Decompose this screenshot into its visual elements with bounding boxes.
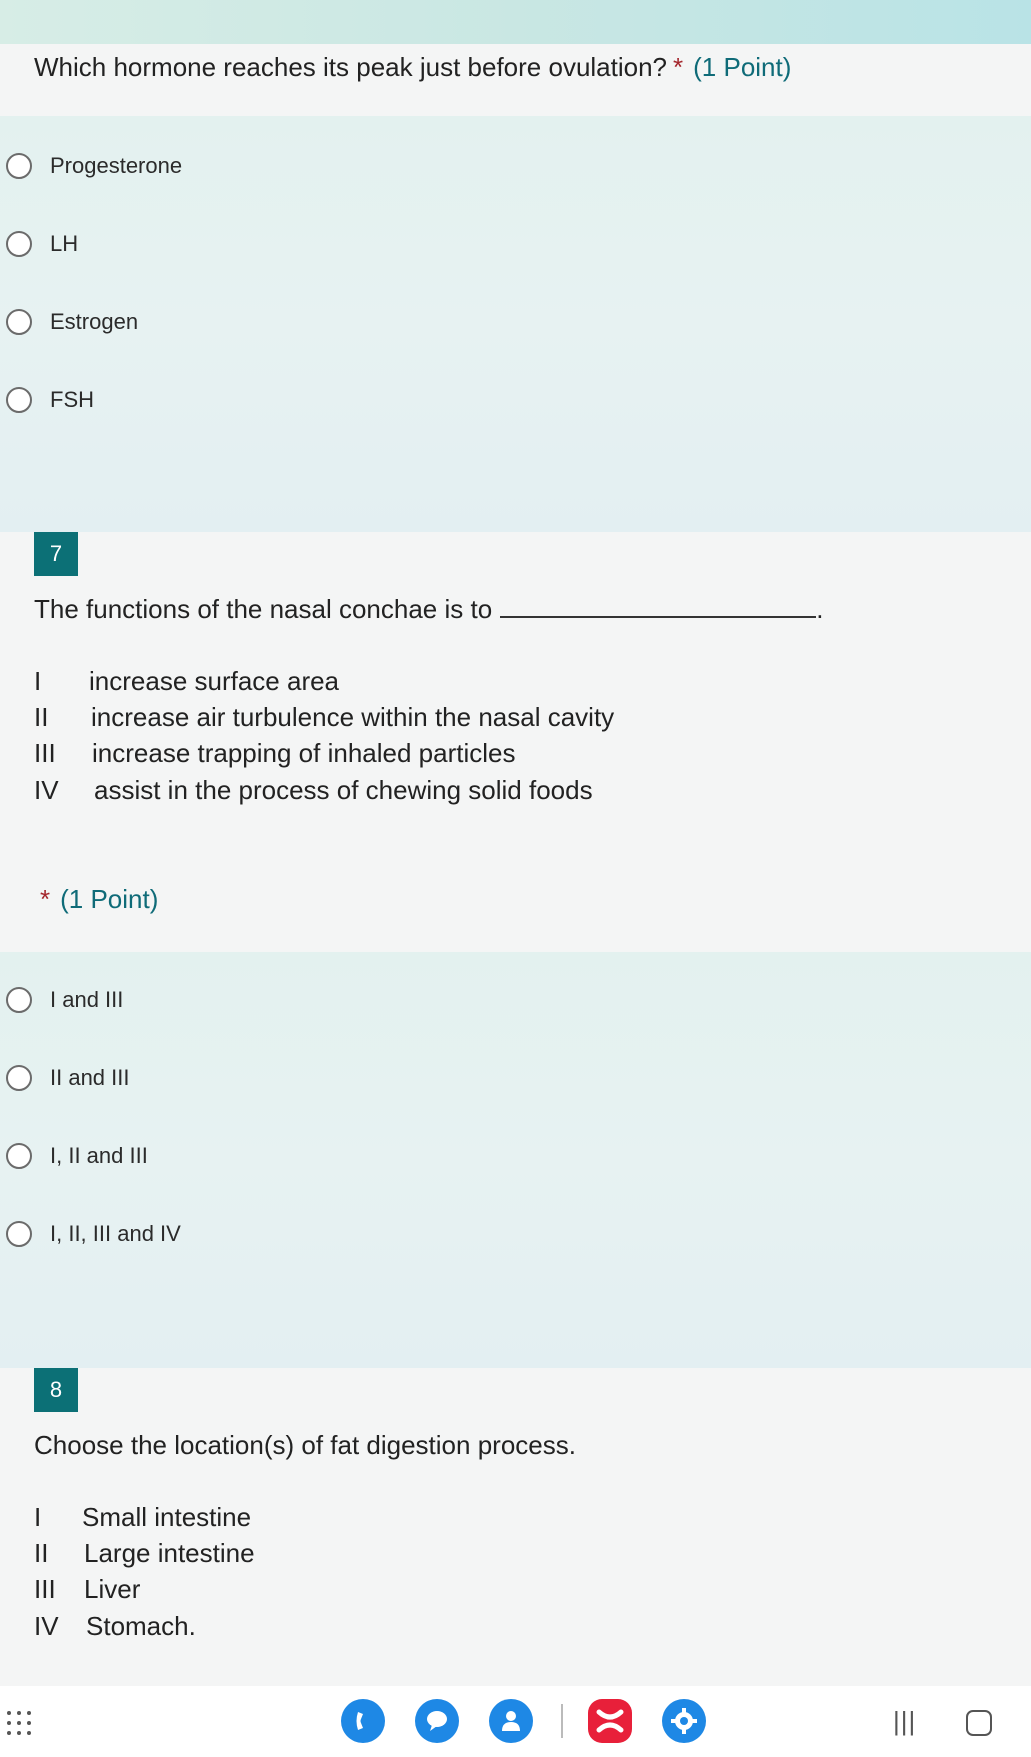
title-period: . bbox=[816, 594, 824, 624]
radio-button[interactable] bbox=[6, 1065, 32, 1091]
question-7-text: The functions of the nasal conchae is to bbox=[34, 594, 493, 624]
contacts-app-icon[interactable] bbox=[489, 1699, 533, 1743]
question-7-title bbox=[34, 594, 823, 625]
question-6-options bbox=[0, 116, 1031, 532]
option-label: I, II and III bbox=[50, 1143, 148, 1168]
radio-button[interactable] bbox=[6, 387, 32, 413]
taskbar-divider bbox=[561, 1704, 563, 1738]
question-8-title: Choose the location(s) of fat digestion process. bbox=[34, 1430, 576, 1460]
messages-app-icon[interactable] bbox=[415, 1699, 459, 1743]
option-i-ii-and-iii[interactable] bbox=[6, 1136, 148, 1176]
option-progesterone[interactable] bbox=[6, 146, 182, 186]
question-number-badge: 8 bbox=[34, 1368, 78, 1412]
radio-button[interactable] bbox=[6, 1143, 32, 1169]
statement-iv: IV Stomach. bbox=[34, 1611, 196, 1641]
home-icon[interactable] bbox=[966, 1710, 992, 1736]
required-mark: * bbox=[673, 52, 684, 82]
radio-button[interactable] bbox=[6, 153, 32, 179]
question-7-header bbox=[0, 532, 1031, 952]
question-6-title bbox=[34, 52, 791, 83]
option-i-ii-iii-and-iv[interactable] bbox=[6, 1214, 181, 1254]
option-lh[interactable] bbox=[6, 224, 78, 264]
question-8-header bbox=[0, 1368, 1031, 1686]
option-ii-and-iii[interactable] bbox=[6, 1058, 130, 1098]
question-6-text: Which hormone reaches its peak just before ovulation? bbox=[34, 52, 668, 82]
option-label: Estrogen bbox=[50, 309, 139, 334]
answer-blank-line bbox=[500, 594, 816, 618]
radio-button[interactable] bbox=[6, 231, 32, 257]
option-label: Progesterone bbox=[50, 153, 183, 178]
option-label: FSH bbox=[50, 387, 94, 412]
question-points: (1 Point) bbox=[693, 52, 792, 82]
option-i-and-iii[interactable] bbox=[6, 980, 123, 1020]
phone-app-icon[interactable] bbox=[341, 1699, 385, 1743]
radio-button[interactable] bbox=[6, 987, 32, 1013]
question-points: (1 Point) bbox=[60, 884, 159, 914]
option-fsh[interactable] bbox=[6, 380, 94, 420]
statement-ii: II Large intestine bbox=[34, 1538, 255, 1568]
radio-button[interactable] bbox=[6, 309, 32, 335]
option-label: II and III bbox=[50, 1065, 130, 1090]
top-header-strip bbox=[0, 0, 1031, 44]
question-7-options bbox=[0, 952, 1031, 1368]
statement-i: I Small intestine bbox=[34, 1502, 252, 1532]
option-label: I, II, III and IV bbox=[50, 1221, 181, 1246]
statement-iv: IV assist in the process of chewing solid foods bbox=[34, 775, 593, 805]
apps-grid-icon[interactable] bbox=[6, 1710, 32, 1736]
question-6-header bbox=[0, 44, 1031, 116]
radio-button[interactable] bbox=[6, 1221, 32, 1247]
recents-icon[interactable]: ||| bbox=[893, 1706, 917, 1736]
statement-ii: II increase air turbulence within the nasal cavity bbox=[34, 702, 615, 732]
required-mark: * bbox=[40, 884, 51, 914]
bottom-taskbar bbox=[0, 1686, 1031, 1757]
option-label: I and III bbox=[50, 987, 124, 1012]
statement-iii: III increase trapping of inhaled particles bbox=[34, 738, 516, 768]
option-estrogen[interactable] bbox=[6, 302, 138, 342]
statement-i: I increase surface area bbox=[34, 666, 340, 696]
question-number-badge: 7 bbox=[34, 532, 78, 576]
question-7-points-line bbox=[40, 884, 158, 915]
settings-app-icon[interactable] bbox=[662, 1699, 706, 1743]
option-label: LH bbox=[50, 231, 79, 256]
statement-iii: III Liver bbox=[34, 1574, 141, 1604]
app-x-icon[interactable] bbox=[588, 1699, 632, 1743]
